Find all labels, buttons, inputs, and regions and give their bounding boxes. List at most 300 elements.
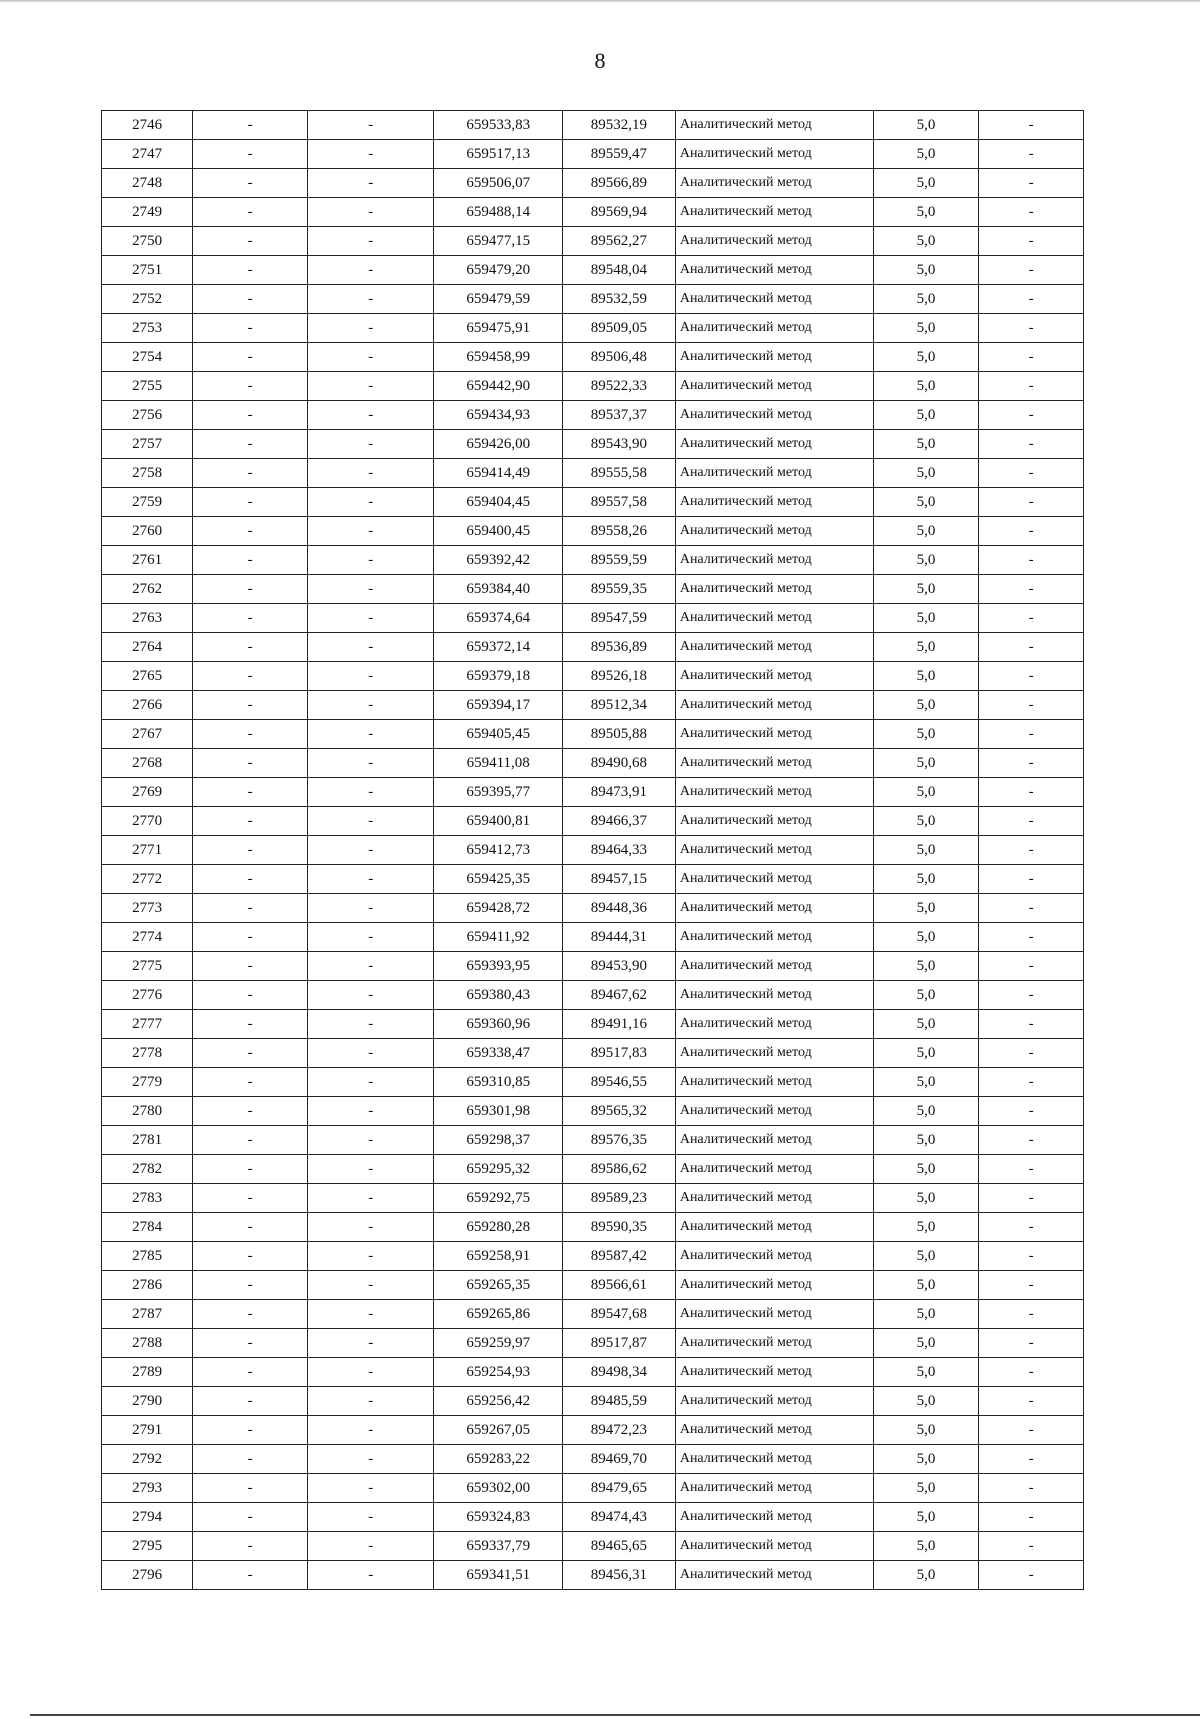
cell-coord-y: 89559,35 — [562, 575, 675, 604]
cell-point-number: 2768 — [102, 749, 193, 778]
cell-coord-y: 89457,15 — [562, 865, 675, 894]
cell-col-3: - — [308, 1039, 434, 1068]
cell-method: Аналитический метод — [675, 1126, 873, 1155]
cell-coord-x: 659265,35 — [434, 1271, 562, 1300]
cell-col-8: - — [979, 1358, 1084, 1387]
cell-method: Аналитический метод — [675, 1445, 873, 1474]
cell-col-8: - — [979, 575, 1084, 604]
cell-col-8: - — [979, 169, 1084, 198]
cell-col-8: - — [979, 1561, 1084, 1590]
cell-coord-y: 89589,23 — [562, 1184, 675, 1213]
cell-coord-y: 89467,62 — [562, 981, 675, 1010]
cell-col-2: - — [193, 923, 308, 952]
cell-col-8: - — [979, 343, 1084, 372]
cell-point-number: 2756 — [102, 401, 193, 430]
cell-col-8: - — [979, 401, 1084, 430]
cell-coord-x: 659479,59 — [434, 285, 562, 314]
cell-col-8: - — [979, 430, 1084, 459]
cell-col-8: - — [979, 604, 1084, 633]
cell-coord-y: 89448,36 — [562, 894, 675, 923]
cell-col-8: - — [979, 807, 1084, 836]
cell-col-2: - — [193, 459, 308, 488]
cell-accuracy: 5,0 — [873, 169, 979, 198]
cell-method: Аналитический метод — [675, 1474, 873, 1503]
cell-coord-x: 659411,08 — [434, 749, 562, 778]
cell-col-3: - — [308, 1300, 434, 1329]
cell-coord-y: 89566,61 — [562, 1271, 675, 1300]
cell-accuracy: 5,0 — [873, 1068, 979, 1097]
cell-col-2: - — [193, 401, 308, 430]
cell-coord-x: 659360,96 — [434, 1010, 562, 1039]
cell-accuracy: 5,0 — [873, 1271, 979, 1300]
cell-col-8: - — [979, 1503, 1084, 1532]
table-row — [102, 1532, 1084, 1561]
cell-col-8: - — [979, 1155, 1084, 1184]
cell-method: Аналитический метод — [675, 633, 873, 662]
table-row — [102, 517, 1084, 546]
cell-col-8: - — [979, 662, 1084, 691]
cell-col-2: - — [193, 111, 308, 140]
cell-col-2: - — [193, 1532, 308, 1561]
cell-coord-y: 89469,70 — [562, 1445, 675, 1474]
coordinates-table — [101, 110, 1084, 1590]
cell-accuracy: 5,0 — [873, 1184, 979, 1213]
cell-col-2: - — [193, 227, 308, 256]
table-row — [102, 285, 1084, 314]
cell-coord-x: 659393,95 — [434, 952, 562, 981]
cell-accuracy: 5,0 — [873, 1387, 979, 1416]
bottom-edge-rule — [30, 1714, 1200, 1716]
cell-coord-y: 89590,35 — [562, 1213, 675, 1242]
cell-accuracy: 5,0 — [873, 865, 979, 894]
cell-col-8: - — [979, 546, 1084, 575]
cell-point-number: 2769 — [102, 778, 193, 807]
cell-col-8: - — [979, 1474, 1084, 1503]
cell-method: Аналитический метод — [675, 720, 873, 749]
cell-method: Аналитический метод — [675, 981, 873, 1010]
cell-coord-x: 659428,72 — [434, 894, 562, 923]
cell-col-8: - — [979, 633, 1084, 662]
cell-point-number: 2776 — [102, 981, 193, 1010]
table-row — [102, 923, 1084, 952]
cell-accuracy: 5,0 — [873, 1097, 979, 1126]
cell-col-8: - — [979, 1184, 1084, 1213]
cell-point-number: 2753 — [102, 314, 193, 343]
cell-coord-y: 89453,90 — [562, 952, 675, 981]
cell-method: Аналитический метод — [675, 1039, 873, 1068]
table-row — [102, 1010, 1084, 1039]
cell-col-3: - — [308, 1097, 434, 1126]
cell-col-8: - — [979, 140, 1084, 169]
cell-point-number: 2787 — [102, 1300, 193, 1329]
cell-col-3: - — [308, 575, 434, 604]
cell-coord-x: 659265,86 — [434, 1300, 562, 1329]
cell-coord-x: 659301,98 — [434, 1097, 562, 1126]
cell-coord-x: 659380,43 — [434, 981, 562, 1010]
cell-coord-y: 89444,31 — [562, 923, 675, 952]
cell-col-3: - — [308, 1271, 434, 1300]
cell-method: Аналитический метод — [675, 1387, 873, 1416]
cell-accuracy: 5,0 — [873, 1416, 979, 1445]
table-row — [102, 1445, 1084, 1474]
cell-accuracy: 5,0 — [873, 459, 979, 488]
table-row — [102, 1474, 1084, 1503]
cell-col-2: - — [193, 749, 308, 778]
cell-point-number: 2752 — [102, 285, 193, 314]
table-row — [102, 575, 1084, 604]
cell-method: Аналитический метод — [675, 169, 873, 198]
cell-coord-y: 89506,48 — [562, 343, 675, 372]
table-row — [102, 111, 1084, 140]
cell-coord-y: 89547,59 — [562, 604, 675, 633]
cell-col-3: - — [308, 604, 434, 633]
cell-coord-y: 89587,42 — [562, 1242, 675, 1271]
cell-col-3: - — [308, 952, 434, 981]
cell-coord-x: 659414,49 — [434, 459, 562, 488]
cell-col-2: - — [193, 546, 308, 575]
cell-point-number: 2774 — [102, 923, 193, 952]
cell-method: Аналитический метод — [675, 256, 873, 285]
cell-accuracy: 5,0 — [873, 314, 979, 343]
cell-col-2: - — [193, 1271, 308, 1300]
cell-method: Аналитический метод — [675, 140, 873, 169]
cell-accuracy: 5,0 — [873, 546, 979, 575]
cell-method: Аналитический метод — [675, 1010, 873, 1039]
cell-col-2: - — [193, 1010, 308, 1039]
cell-coord-x: 659267,05 — [434, 1416, 562, 1445]
cell-col-2: - — [193, 256, 308, 285]
cell-col-8: - — [979, 1068, 1084, 1097]
cell-accuracy: 5,0 — [873, 111, 979, 140]
table-row — [102, 865, 1084, 894]
cell-col-2: - — [193, 836, 308, 865]
cell-method: Аналитический метод — [675, 546, 873, 575]
cell-coord-x: 659280,28 — [434, 1213, 562, 1242]
cell-point-number: 2786 — [102, 1271, 193, 1300]
cell-col-3: - — [308, 633, 434, 662]
cell-coord-y: 89547,68 — [562, 1300, 675, 1329]
cell-coord-x: 659425,35 — [434, 865, 562, 894]
cell-point-number: 2773 — [102, 894, 193, 923]
cell-method: Аналитический метод — [675, 343, 873, 372]
cell-accuracy: 5,0 — [873, 1474, 979, 1503]
cell-coord-x: 659434,93 — [434, 401, 562, 430]
cell-accuracy: 5,0 — [873, 952, 979, 981]
table-row — [102, 1039, 1084, 1068]
cell-col-2: - — [193, 1358, 308, 1387]
table-row — [102, 314, 1084, 343]
cell-point-number: 2792 — [102, 1445, 193, 1474]
cell-point-number: 2755 — [102, 372, 193, 401]
cell-col-2: - — [193, 1213, 308, 1242]
cell-coord-y: 89509,05 — [562, 314, 675, 343]
cell-col-3: - — [308, 169, 434, 198]
cell-point-number: 2779 — [102, 1068, 193, 1097]
cell-coord-y: 89479,65 — [562, 1474, 675, 1503]
cell-method: Аналитический метод — [675, 807, 873, 836]
cell-point-number: 2771 — [102, 836, 193, 865]
cell-col-8: - — [979, 198, 1084, 227]
cell-coord-y: 89558,26 — [562, 517, 675, 546]
cell-method: Аналитический метод — [675, 1155, 873, 1184]
cell-point-number: 2783 — [102, 1184, 193, 1213]
cell-coord-y: 89485,59 — [562, 1387, 675, 1416]
cell-col-3: - — [308, 1358, 434, 1387]
table-row — [102, 459, 1084, 488]
cell-coord-x: 659475,91 — [434, 314, 562, 343]
cell-col-3: - — [308, 1503, 434, 1532]
cell-col-2: - — [193, 662, 308, 691]
top-edge-rule — [0, 0, 1200, 3]
cell-coord-x: 659295,32 — [434, 1155, 562, 1184]
cell-col-8: - — [979, 1300, 1084, 1329]
cell-method: Аналитический метод — [675, 285, 873, 314]
cell-coord-y: 89522,33 — [562, 372, 675, 401]
cell-method: Аналитический метод — [675, 1532, 873, 1561]
cell-point-number: 2791 — [102, 1416, 193, 1445]
cell-method: Аналитический метод — [675, 430, 873, 459]
table-row — [102, 1242, 1084, 1271]
cell-coord-x: 659292,75 — [434, 1184, 562, 1213]
cell-col-8: - — [979, 981, 1084, 1010]
table-row — [102, 343, 1084, 372]
cell-col-2: - — [193, 778, 308, 807]
table-row — [102, 1155, 1084, 1184]
table-row — [102, 604, 1084, 633]
cell-point-number: 2772 — [102, 865, 193, 894]
cell-col-2: - — [193, 169, 308, 198]
cell-col-3: - — [308, 691, 434, 720]
cell-coord-x: 659488,14 — [434, 198, 562, 227]
cell-coord-x: 659506,07 — [434, 169, 562, 198]
cell-coord-x: 659310,85 — [434, 1068, 562, 1097]
cell-col-2: - — [193, 575, 308, 604]
table-row — [102, 1068, 1084, 1097]
cell-col-8: - — [979, 488, 1084, 517]
cell-col-2: - — [193, 952, 308, 981]
cell-col-3: - — [308, 1474, 434, 1503]
cell-accuracy: 5,0 — [873, 285, 979, 314]
cell-accuracy: 5,0 — [873, 198, 979, 227]
cell-col-3: - — [308, 517, 434, 546]
cell-col-2: - — [193, 1474, 308, 1503]
cell-coord-y: 89536,89 — [562, 633, 675, 662]
cell-coord-y: 89472,23 — [562, 1416, 675, 1445]
cell-method: Аналитический метод — [675, 604, 873, 633]
table-row — [102, 1097, 1084, 1126]
cell-method: Аналитический метод — [675, 372, 873, 401]
cell-point-number: 2767 — [102, 720, 193, 749]
table-row — [102, 372, 1084, 401]
cell-method: Аналитический метод — [675, 1300, 873, 1329]
cell-method: Аналитический метод — [675, 952, 873, 981]
cell-col-3: - — [308, 1445, 434, 1474]
cell-col-2: - — [193, 1503, 308, 1532]
cell-accuracy: 5,0 — [873, 343, 979, 372]
cell-method: Аналитический метод — [675, 401, 873, 430]
cell-coord-x: 659458,99 — [434, 343, 562, 372]
cell-col-2: - — [193, 1184, 308, 1213]
cell-coord-y: 89465,65 — [562, 1532, 675, 1561]
cell-col-2: - — [193, 894, 308, 923]
cell-accuracy: 5,0 — [873, 633, 979, 662]
cell-col-3: - — [308, 1068, 434, 1097]
cell-col-2: - — [193, 865, 308, 894]
cell-method: Аналитический метод — [675, 1271, 873, 1300]
cell-point-number: 2762 — [102, 575, 193, 604]
cell-point-number: 2790 — [102, 1387, 193, 1416]
cell-point-number: 2793 — [102, 1474, 193, 1503]
cell-col-3: - — [308, 314, 434, 343]
cell-col-3: - — [308, 720, 434, 749]
cell-accuracy: 5,0 — [873, 1126, 979, 1155]
cell-point-number: 2789 — [102, 1358, 193, 1387]
cell-col-8: - — [979, 1097, 1084, 1126]
cell-coord-y: 89456,31 — [562, 1561, 675, 1590]
cell-coord-x: 659405,45 — [434, 720, 562, 749]
cell-coord-x: 659400,81 — [434, 807, 562, 836]
cell-coord-y: 89464,33 — [562, 836, 675, 865]
cell-coord-y: 89546,55 — [562, 1068, 675, 1097]
cell-coord-x: 659259,97 — [434, 1329, 562, 1358]
table-row — [102, 1126, 1084, 1155]
cell-col-2: - — [193, 633, 308, 662]
cell-accuracy: 5,0 — [873, 981, 979, 1010]
cell-coord-y: 89498,34 — [562, 1358, 675, 1387]
cell-col-3: - — [308, 488, 434, 517]
cell-col-8: - — [979, 1010, 1084, 1039]
table-row — [102, 1300, 1084, 1329]
cell-coord-y: 89517,83 — [562, 1039, 675, 1068]
cell-col-2: - — [193, 604, 308, 633]
cell-point-number: 2758 — [102, 459, 193, 488]
cell-col-3: - — [308, 1155, 434, 1184]
table-row — [102, 1561, 1084, 1590]
cell-col-2: - — [193, 1155, 308, 1184]
cell-col-8: - — [979, 1416, 1084, 1445]
cell-col-8: - — [979, 372, 1084, 401]
cell-coord-x: 659337,79 — [434, 1532, 562, 1561]
cell-accuracy: 5,0 — [873, 401, 979, 430]
cell-method: Аналитический метод — [675, 662, 873, 691]
cell-col-2: - — [193, 343, 308, 372]
cell-accuracy: 5,0 — [873, 430, 979, 459]
cell-accuracy: 5,0 — [873, 691, 979, 720]
cell-accuracy: 5,0 — [873, 488, 979, 517]
table-row — [102, 662, 1084, 691]
cell-col-3: - — [308, 1532, 434, 1561]
cell-col-3: - — [308, 778, 434, 807]
cell-col-8: - — [979, 778, 1084, 807]
cell-accuracy: 5,0 — [873, 1242, 979, 1271]
cell-coord-x: 659283,22 — [434, 1445, 562, 1474]
cell-coord-y: 89559,59 — [562, 546, 675, 575]
cell-accuracy: 5,0 — [873, 140, 979, 169]
cell-col-2: - — [193, 285, 308, 314]
cell-point-number: 2780 — [102, 1097, 193, 1126]
cell-accuracy: 5,0 — [873, 1532, 979, 1561]
cell-col-3: - — [308, 807, 434, 836]
cell-point-number: 2754 — [102, 343, 193, 372]
cell-col-8: - — [979, 865, 1084, 894]
cell-accuracy: 5,0 — [873, 1503, 979, 1532]
table-row — [102, 140, 1084, 169]
cell-accuracy: 5,0 — [873, 517, 979, 546]
table-row — [102, 894, 1084, 923]
cell-method: Аналитический метод — [675, 894, 873, 923]
cell-col-3: - — [308, 227, 434, 256]
cell-col-2: - — [193, 1445, 308, 1474]
cell-accuracy: 5,0 — [873, 662, 979, 691]
cell-method: Аналитический метод — [675, 1503, 873, 1532]
cell-method: Аналитический метод — [675, 575, 873, 604]
cell-col-3: - — [308, 430, 434, 459]
table-row — [102, 1358, 1084, 1387]
cell-point-number: 2760 — [102, 517, 193, 546]
table-row — [102, 256, 1084, 285]
table-row — [102, 1503, 1084, 1532]
cell-point-number: 2796 — [102, 1561, 193, 1590]
cell-method: Аналитический метод — [675, 1097, 873, 1126]
cell-col-8: - — [979, 720, 1084, 749]
cell-method: Аналитический метод — [675, 865, 873, 894]
cell-col-3: - — [308, 981, 434, 1010]
cell-method: Аналитический метод — [675, 923, 873, 952]
cell-coord-x: 659533,83 — [434, 111, 562, 140]
cell-accuracy: 5,0 — [873, 372, 979, 401]
cell-point-number: 2770 — [102, 807, 193, 836]
cell-coord-x: 659411,92 — [434, 923, 562, 952]
cell-method: Аналитический метод — [675, 749, 873, 778]
cell-accuracy: 5,0 — [873, 923, 979, 952]
cell-col-3: - — [308, 1184, 434, 1213]
cell-col-3: - — [308, 1242, 434, 1271]
cell-method: Аналитический метод — [675, 111, 873, 140]
table-row — [102, 807, 1084, 836]
table-row — [102, 691, 1084, 720]
cell-point-number: 2775 — [102, 952, 193, 981]
cell-coord-y: 89532,59 — [562, 285, 675, 314]
cell-method: Аналитический метод — [675, 778, 873, 807]
cell-col-2: - — [193, 430, 308, 459]
cell-point-number: 2761 — [102, 546, 193, 575]
cell-col-2: - — [193, 720, 308, 749]
cell-col-8: - — [979, 1126, 1084, 1155]
cell-coord-x: 659254,93 — [434, 1358, 562, 1387]
cell-accuracy: 5,0 — [873, 720, 979, 749]
cell-accuracy: 5,0 — [873, 256, 979, 285]
cell-accuracy: 5,0 — [873, 1039, 979, 1068]
cell-coord-x: 659379,18 — [434, 662, 562, 691]
cell-coord-y: 89548,04 — [562, 256, 675, 285]
cell-col-3: - — [308, 865, 434, 894]
cell-method: Аналитический метод — [675, 1416, 873, 1445]
page-number: 8 — [594, 48, 606, 73]
cell-method: Аналитический метод — [675, 1242, 873, 1271]
cell-accuracy: 5,0 — [873, 1329, 979, 1358]
cell-col-3: - — [308, 459, 434, 488]
cell-col-2: - — [193, 1300, 308, 1329]
table-row — [102, 952, 1084, 981]
cell-coord-y: 89526,18 — [562, 662, 675, 691]
cell-col-3: - — [308, 1010, 434, 1039]
cell-col-3: - — [308, 285, 434, 314]
cell-accuracy: 5,0 — [873, 1561, 979, 1590]
cell-col-3: - — [308, 1126, 434, 1155]
table-row — [102, 1387, 1084, 1416]
cell-col-2: - — [193, 517, 308, 546]
cell-col-3: - — [308, 662, 434, 691]
